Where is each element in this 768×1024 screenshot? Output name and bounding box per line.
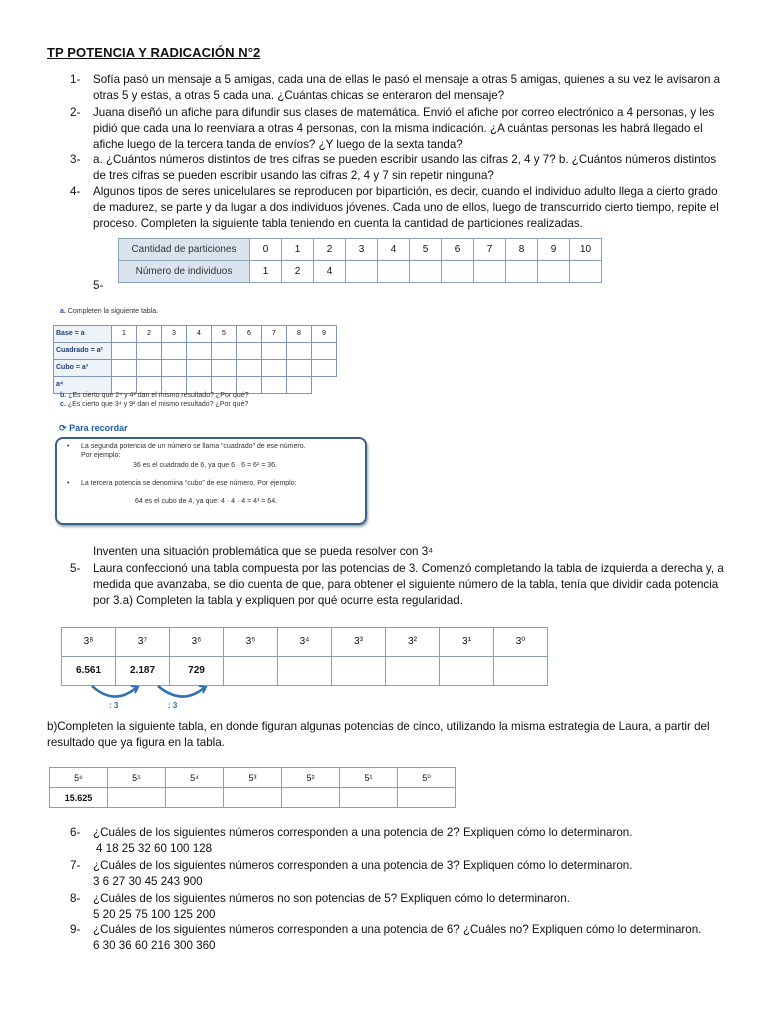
- table-row: [50, 768, 456, 788]
- exercise-4: [70, 184, 730, 232]
- exercise-5b: b)Completen la siguiente tabla, en donde figuran algunas potencias de cinco, utilizando la misma estrategia de Laura, a partir del resultado que ya figura en la tabla.: [47, 720, 710, 749]
- table-cell: [538, 261, 570, 283]
- row-header: a⁴: [54, 377, 112, 394]
- table-row: [62, 657, 548, 686]
- table-cell: 8: [506, 239, 538, 261]
- exercise-9: [70, 922, 730, 954]
- table-cell: [224, 788, 282, 808]
- row-header: Base = a: [54, 326, 112, 343]
- question-letter: c.: [60, 401, 66, 408]
- exercise-number: 6-: [70, 826, 81, 839]
- table-cell: 4: [314, 261, 346, 283]
- reminder-text: La segunda potencia de un número se llama “cuadrado” de ese número.: [81, 443, 306, 450]
- number-list: 3 6 27 30 45 243 900: [93, 875, 203, 888]
- exercise-text: ¿Cuáles de los siguientes números no son potencias de 5? Expliquen cómo lo determinaron.: [93, 892, 570, 905]
- table-cell: [340, 788, 398, 808]
- table-header: 3³: [332, 628, 386, 657]
- table-row: [62, 628, 548, 657]
- question-text: ¿Es cierto que 3⁴ y 9² dan el mismo resultado? ¿Por qué?: [67, 401, 249, 408]
- number-list: 4 18 25 32 60 100 128: [96, 842, 213, 855]
- divide-arrows: [88, 684, 218, 708]
- table-cell: [506, 261, 538, 283]
- invent-prompt: Inventen una situación problemática que se pueda resolver con 3⁴: [93, 545, 434, 558]
- table-header: 3⁶: [170, 628, 224, 657]
- prompt-text: Completen la siguiente tabla.: [67, 308, 159, 315]
- table-cell: 3: [162, 326, 187, 343]
- bullet-dot-icon: •: [67, 480, 70, 487]
- table-cell: [166, 788, 224, 808]
- powers-of-5-table: [49, 767, 456, 808]
- reminder-text: La tercera potencia se denomina “cubo” de ese número. Por ejemplo:: [81, 480, 297, 487]
- table-cell: [378, 261, 410, 283]
- table-cell: [410, 261, 442, 283]
- exercise-text: a. ¿Cuántos números distintos de tres cifras se pueden escribir usando las cifras 2, 4 y 7? b. ¿Cuántos números distintos de tres cifras se pueden escribir usando las cifras 2, 4 y 7 sin repetir ninguna?: [93, 153, 717, 182]
- exercise-text: ¿Cuáles de los siguientes números corresponden a una potencia de 3? Expliquen cómo lo determinaron.: [93, 859, 633, 872]
- table-header: 5³: [224, 768, 282, 788]
- table-cell: [440, 657, 494, 686]
- table-cell: 6: [237, 326, 262, 343]
- table-cell: 7: [262, 326, 287, 343]
- row-header: Número de individuos: [119, 261, 250, 283]
- exercise-7: [70, 858, 730, 890]
- exercise-3: [70, 152, 730, 184]
- table-cell: 10: [570, 239, 602, 261]
- reminder-title: Para recordar: [69, 423, 128, 433]
- table-row: [50, 788, 456, 808]
- exercise-number: 9-: [70, 923, 81, 936]
- table-cell: 8: [287, 326, 312, 343]
- table-cell: 3: [346, 239, 378, 261]
- table-cell: [398, 788, 456, 808]
- table-row: [119, 239, 602, 261]
- arrow-curve-1: [92, 686, 136, 697]
- exercise-6: [70, 825, 730, 857]
- table-header: 3²: [386, 628, 440, 657]
- exercise-number: 8-: [70, 892, 81, 905]
- exercise-number: 2-: [70, 106, 81, 119]
- exercise-2: [70, 105, 730, 153]
- reminder-text: Por ejemplo:: [81, 452, 121, 459]
- table-row: [119, 261, 602, 283]
- table-header: 3¹: [440, 628, 494, 657]
- table-cell: 2: [314, 239, 346, 261]
- table-cell: 4: [378, 239, 410, 261]
- question-letter: b.: [60, 392, 67, 399]
- page-title: TP POTENCIA Y RADICACIÓN N°2: [47, 45, 261, 60]
- reminder-heading: [59, 420, 128, 436]
- row-header: Cubo = a³: [54, 360, 112, 377]
- refresh-icon: ⟳: [59, 423, 67, 433]
- table-cell: 2.187: [116, 657, 170, 686]
- table-header: 3⁵: [224, 628, 278, 657]
- table-row: [54, 360, 337, 377]
- question-b: [60, 391, 249, 400]
- table-cell: 2: [137, 326, 162, 343]
- table-cell: [442, 261, 474, 283]
- exercise-5: [70, 561, 730, 609]
- bipartition-table: [118, 238, 602, 283]
- reminder-box: [55, 437, 367, 525]
- table-header: 3⁴: [278, 628, 332, 657]
- table-header: 5⁴: [166, 768, 224, 788]
- powers-of-3-table: [61, 627, 548, 686]
- table-cell: 1: [250, 261, 282, 283]
- number-list: 5 20 25 75 100 125 200: [93, 908, 216, 921]
- table-cell: 1: [282, 239, 314, 261]
- question-c: [60, 400, 248, 409]
- arrow-curve-2: [158, 686, 204, 697]
- table-row: [54, 343, 337, 360]
- powers-table: [53, 325, 337, 394]
- table-cell: 0: [250, 239, 282, 261]
- table-cell: 1: [112, 326, 137, 343]
- row-header: Cantidad de particiones: [119, 239, 250, 261]
- table-cell: 5: [212, 326, 237, 343]
- table-cell: 6.561: [62, 657, 116, 686]
- table-header: 5⁰: [398, 768, 456, 788]
- table-cell: 15.625: [50, 788, 108, 808]
- row-header: Cuadrado = a²: [54, 343, 112, 360]
- table-cell: 2: [282, 261, 314, 283]
- exercise-8: [70, 891, 730, 923]
- table-cell: 9: [538, 239, 570, 261]
- reminder-example: 64 es el cubo de 4, ya que: 4 · 4 · 4 = 4³ = 64.: [135, 498, 278, 505]
- table-cell: 7: [474, 239, 506, 261]
- table-cell: [570, 261, 602, 283]
- arrow-label-1: : 3: [109, 701, 119, 710]
- exercise-text: Juana diseñó un afiche para difundir sus clases de matemática. Envió el afiche por correo electrónico a 4 personas, y les pidió que cada una lo reenviara a otras 4 personas, con la misma indicación. ¿A cuántas personas les habrá llegado el afiche luego de la tercera tanda de envíos? ¿Y luego de la sexta tanda?: [93, 106, 715, 151]
- exercise-text: ¿Cuáles de los siguientes números corresponden a una potencia de 2? Expliquen cómo lo determinaron.: [93, 826, 633, 839]
- table-header: 3⁷: [116, 628, 170, 657]
- table-cell: [386, 657, 440, 686]
- question-text: ¿Es cierto que 2⁴ y 4² dan el mismo resultado? ¿Por qué?: [68, 392, 249, 399]
- exercise-text: Sofía pasó un mensaje a 5 amigas, cada una de ellas le pasó el mensaje a otras 5 amigas, quienes a su vez le avisaron a otras 5 y estas, a otras 5 cada una. ¿Cuántas chicas se enteraron del mensaje?: [93, 73, 721, 102]
- exercise-5-label: 5-: [93, 279, 104, 292]
- table-cell: [332, 657, 386, 686]
- prompt-a: [60, 307, 158, 316]
- exercise-1: [70, 72, 730, 104]
- exercise-number: 1-: [70, 73, 81, 86]
- table-cell: 9: [312, 326, 337, 343]
- exercise-number: 3-: [70, 153, 81, 166]
- exercise-number: 4-: [70, 185, 81, 198]
- table-cell: 6: [442, 239, 474, 261]
- table-cell: [474, 261, 506, 283]
- table-cell: 5: [410, 239, 442, 261]
- table-header: 3⁰: [494, 628, 548, 657]
- table-header: 5¹: [340, 768, 398, 788]
- table-cell: [346, 261, 378, 283]
- exercise-number: 7-: [70, 859, 81, 872]
- exercise-text: ¿Cuáles de los siguientes números corresponden a una potencia de 6? ¿Cuáles no? Expliquen cómo lo determinaron.: [93, 923, 702, 936]
- table-cell: [282, 788, 340, 808]
- prompt-letter: a.: [60, 308, 66, 315]
- reminder-example: 36 es el cuadrado de 6, ya que 6 · 6 = 6² = 36.: [133, 462, 277, 469]
- exercise-number: 5-: [70, 562, 81, 575]
- table-row: [54, 326, 337, 343]
- table-header: 5⁵: [108, 768, 166, 788]
- table-header: 5⁶: [50, 768, 108, 788]
- table-cell: [224, 657, 278, 686]
- table-header: 5²: [282, 768, 340, 788]
- table-cell: [494, 657, 548, 686]
- exercise-text: Laura confeccionó una tabla compuesta por las potencias de 3. Comenzó completando la tabla de izquierda a derecha y, a medida que avanzaba, se dio cuenta de que, para obtener el siguiente número de la tabla, tenía que dividir cada potencia por 3.a) Completen la tabla y expliquen por qué ocurre esta regularidad.: [93, 562, 724, 607]
- table-cell: [278, 657, 332, 686]
- table-cell: 4: [187, 326, 212, 343]
- table-cell: [108, 788, 166, 808]
- exercise-text: Algunos tipos de seres unicelulares se reproducen por bipartición, es decir, cuando el individuo adulto llega a cierto grado de madurez, se parte y da lugar a dos individuos jóvenes. Cada uno de ellos, luego de transcurrido cierto tiempo, repite el proceso. Completen la siguiente tabla teniendo en cuenta la cantidad de particiones realizadas.: [93, 185, 719, 230]
- bullet-dot-icon: •: [67, 443, 70, 450]
- arrow-label-2: : 3: [168, 701, 178, 710]
- table-header: 3⁸: [62, 628, 116, 657]
- number-list: 6 30 36 60 216 300 360: [93, 939, 216, 952]
- table-cell: 729: [170, 657, 224, 686]
